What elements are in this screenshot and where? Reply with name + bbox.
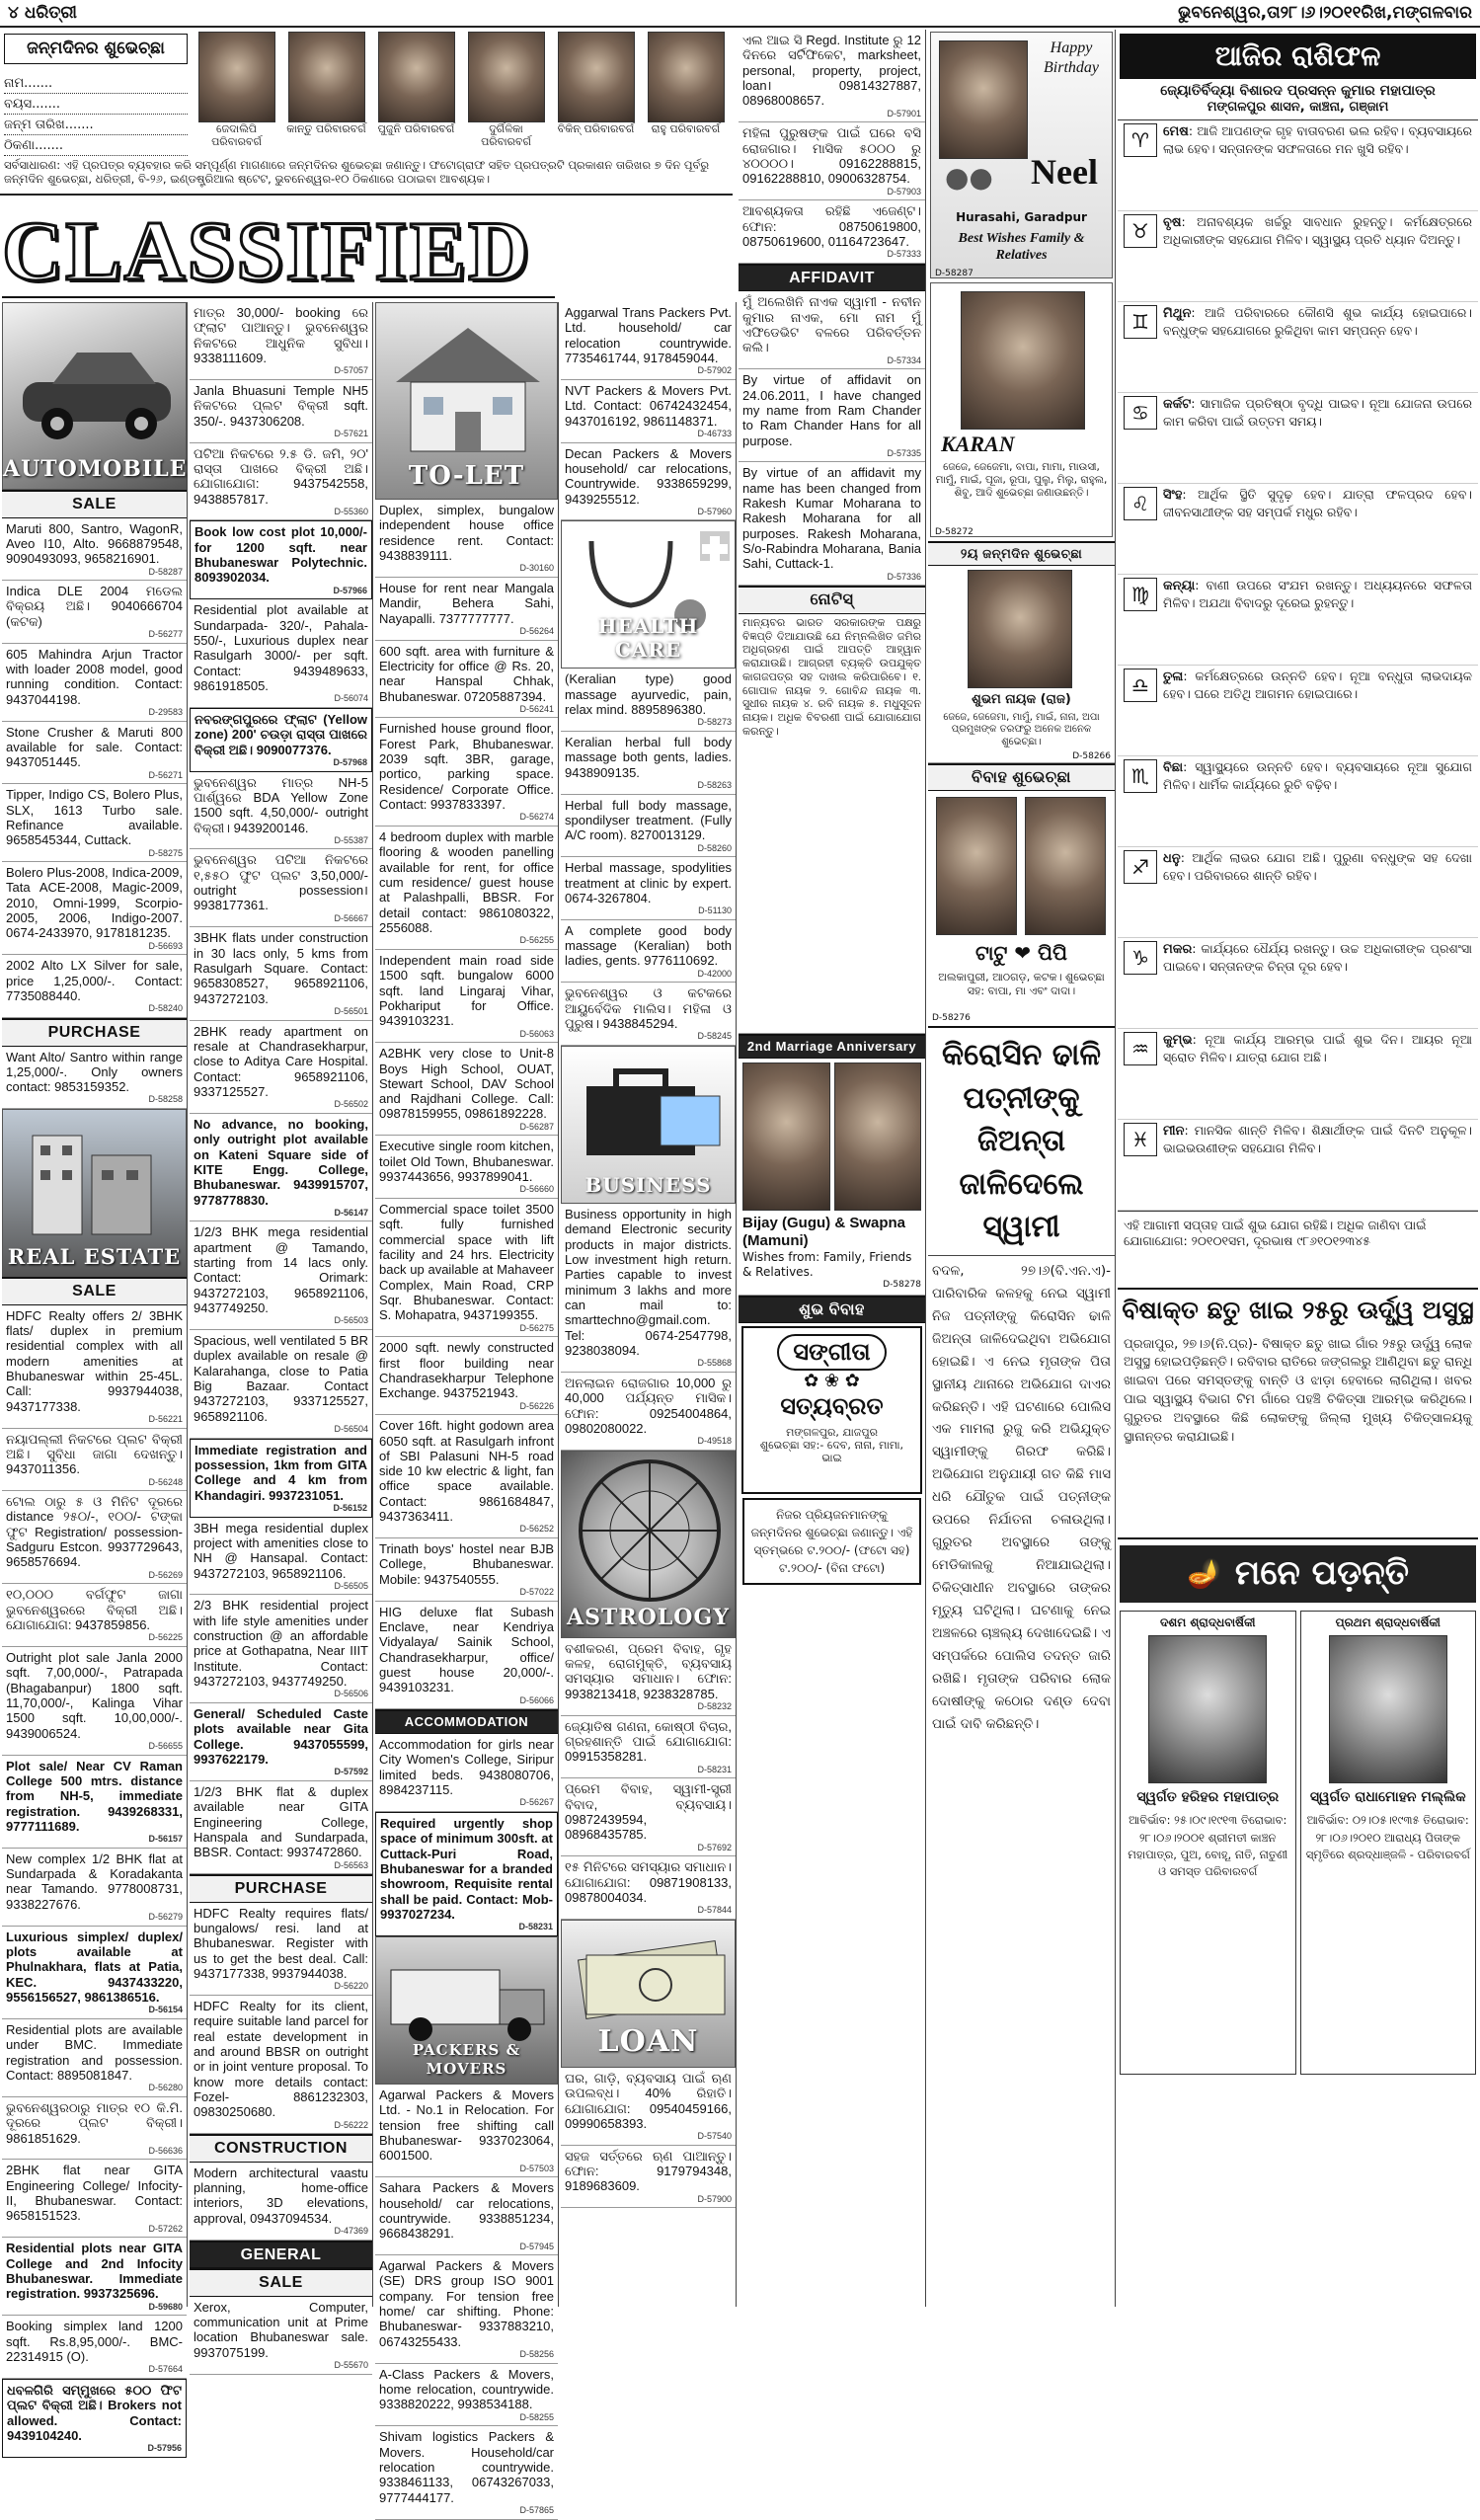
affidavit-ad: ମୁଁ ଅଲେଖିନି ନାଏକ ସ୍ୱାମୀ - ନବୀନ କୁମାର ନାଏକ, ମୋ ନାମ ମୁଁ ଏଫିଡେଭିଟ ବଳରେ ପରିବର୍ତ୍ତନ କଲି। D-57334 xyxy=(739,291,925,369)
couple-text: ଅଲକାପୁରୀ, ଆଠଗଡ଼, କଟକ। ଶୁଭେଚ୍ଛା ସହ: ବାପା, ମା ଏବଂ ଦାଦା। xyxy=(938,971,1105,998)
tolet-ad: Duplex, simplex, bungalow independent house office residence rent. Contact: 9438839111. D-30160 xyxy=(375,500,558,578)
column-automobile-realestate xyxy=(2,302,188,2454)
realestate-ad: Booking simplex land 1200 sqft. Rs.8,95,000/-. BMC-22314915 (O). D-57664 xyxy=(2,2316,187,2379)
bride-name: ସଙ୍ଗୀତା xyxy=(777,1334,886,1371)
rashi-sign-entry: ♏ ବିଛା: ସ୍ୱାସ୍ଥ୍ୟରେ ଉନ୍ନତି ହେବ। ବ୍ୟବସାୟରେ ନୂଆ ସୁଯୋଗ ମିଳିବ। ଧାର୍ମିକ କାର୍ଯ୍ୟରେ ରୁଚି ବଢ଼ିବ। xyxy=(1118,756,1478,847)
zodiac-icon: ♓ xyxy=(1124,1123,1157,1156)
tolet-ad: Trinath boys' hostel near BJB College, Bhubaneswar. Mobile: 9437540555. D-57022 xyxy=(375,1538,558,1602)
realestate-ad: ଧବଳଗିରି ସମ୍ମୁଖରେ ୫୦୦ ଫିଟ ପ୍ଲଟ ବିକ୍ରୀ ଅଛି। Brokers not allowed. Contact: 9439104240. D-57956 xyxy=(2,2379,187,2458)
purchase-ad: HDFC Realty for its client, require suitable land parcel for real estate development in and around BBSR on outright or in joint venture proposal. To know more details contact: Fozel- 8861232303, 09830250680. D-56222 xyxy=(190,1996,372,2134)
zodiac-icon: ♎ xyxy=(1124,669,1157,702)
column-tolet xyxy=(375,302,559,2515)
child-caption: କାନ୍ତୁ ପରିବାରବର୍ଗ xyxy=(286,122,366,135)
tolet-ad: Cover 16ft. hight godown area 6050 sqft. at Rasulgarh infront of SBI Palasuni NH-5 road side 10 kw electric & light, fan office space available. Contact: 9861684847, 9437363411. D-56252 xyxy=(375,1415,558,1538)
child-photo xyxy=(288,32,365,122)
accommodation-heading: ACCOMMODATION xyxy=(375,1709,558,1734)
page-header xyxy=(0,0,1480,28)
astrology-ad: ବଶୀକରଣ, ପ୍ରେମ ବିବାହ, ଗୃହ କଳହ, ରୋଗମୁକ୍ତି, ବ୍ୟବସାୟ ସମସ୍ୟାର ସମାଧାନ। ଫୋନ: 9938213418, 9238328785. D-58232 xyxy=(561,1638,736,1716)
rashi-sign-entry: ♉ ବୃଷ: ଅନାବଶ୍ୟକ ଖର୍ଚ୍ଚରୁ ସାବଧାନ ରୁହନ୍ତୁ। କର୍ମକ୍ଷେତ୍ରରେ ଅଧିକାରୀଙ୍କ ସହଯୋଗ ମିଳିବ। ସ୍ୱାସ୍ଥ୍ୟ ପ୍ରତି ଧ୍ୟାନ ଦିଅନ୍ତୁ। xyxy=(1118,211,1478,302)
health-ad: Herbal massage, spodylities treatment at clinic by expert. 0674-3267804. D-51130 xyxy=(561,857,736,920)
karan-photo xyxy=(961,291,1085,430)
birthday-child xyxy=(285,32,368,160)
general-sale-ad: Xerox, Computer, communication unit at Prime location Bhubaneswar sale. 9937075199. D-55670 xyxy=(190,2297,372,2375)
neel-name: Neel xyxy=(1031,152,1098,192)
packers-ad: Agarwal Packers & Movers Ltd. - No.1 in Relocation. For tension free shifting call Bhubaneswar- 9337023064, 6001500. D-57503 xyxy=(375,2085,558,2177)
shubham-text: ଜେଜେ, ଜେଜେମା, ମାମୁଁ, ମାଇଁ, ନାନା, ଅପା ପ୍ରମୁଖଙ୍କ ତରଫରୁ ଅନେକ ଅନେକ ଶୁଭେଚ୍ଛା। xyxy=(943,711,1100,748)
lamp-icon: 🪔 xyxy=(1187,1556,1221,1590)
auto-sale-ad: 605 Mahindra Arjun Tractor with loader 2008 model, good running condition. Contact: 9437044198. D-29583 xyxy=(2,644,187,722)
astrology-ad: ଜ୍ୟୋତିଷ ଗଣନା, କୋଷ୍ଠୀ ବିଚାର, ଗ୍ରହଶାନ୍ତି ପାଇଁ ଯୋଗାଯୋଗ: 09915358281. D-58231 xyxy=(561,1716,736,1779)
building-icon xyxy=(3,1116,189,1244)
tolet-ad: 4 bedroom duplex with marble flooring & wooden panelling available for rent, for office cum residence/ guest house at Palashpalli, BBSR. For detail contact: 9861080322, 2556088. D-56255 xyxy=(375,827,558,950)
property-ad: ମାତ୍ର 30,000/- booking ରେ ଫ୍ଲାଟ ପାଆନ୍ତୁ। ଭୁବନେଶ୍ୱର ନିକଟରେ ଆଧୁନିକ ସୁବିଧା। 9338111609. D-57057 xyxy=(190,302,372,380)
realestate-ad: 2BHK flat near GITA Engineering College/ Infocity-II, Bhubaneswar. Contact: 9658151523. D-57262 xyxy=(2,2160,187,2238)
rashi-sign-entry: ♈ ମେଷ: ଆଜି ଆପଣଙ୍କ ଗୃହ ବାତାବରଣ ଭଲ ରହିବ। ବ୍ୟବସାୟରେ ଲାଭ ହେବ। ସନ୍ତାନଙ୍କ ସଫଳତାରେ ମନ ଖୁସି ରହିବ। xyxy=(1118,120,1478,211)
business-banner: BUSINESS xyxy=(561,1046,736,1204)
loan-banner: LOAN xyxy=(561,1920,736,2068)
property-ad: ଭୁବନେଶ୍ୱର ପଟିଆ ନିକଟରେ ୧,୫୫୦ ଫୁଟ ପ୍ଲଟ 3,50,000/- outright possession। 9938177361. D-56667 xyxy=(190,849,372,927)
property-ad: No advance, no booking, only outright plot available on Kateni Square side of KITE Engg. College, Bhubaneswar. 9439915707, 9778778830. D-56147 xyxy=(190,1114,372,1222)
mushroom-news-headline: ବିଷାକ୍ତ ଛତୁ ଖାଇ ୨୫ରୁ ଊର୍ଦ୍ଧ୍ୱ ଅସୁସ୍ଥ xyxy=(1122,1296,1474,1325)
marriage-wishes-heading: ବିବାହ ଶୁଭେଚ୍ଛା xyxy=(928,763,1115,792)
rashi-sign-entry: ♊ ମିଥୁନ: ଆଜି ପରିବାରରେ କୌଣସି ଶୁଭ କାର୍ଯ୍ୟ ହୋଇପାରେ। ବନ୍ଧୁଙ୍କ ସହଯୋଗରେ ରୁକିଥିବା କାମ ସମ୍ପନ୍ନ ହେବ। xyxy=(1118,302,1478,393)
loan-ad: ସହଜ ସର୍ତ୍ତରେ ଋଣ ପାଆନ୍ତୁ। ଫୋନ: 9179794348, 9189683609. D-57900 xyxy=(561,2146,736,2209)
mane-padanti-banner: 🪔 ମନେ ପଡ଼ନ୍ତି xyxy=(1120,1545,1476,1603)
neel-place: Hurasahi, Garadpur xyxy=(956,210,1087,224)
auto-sale-ad: Bolero Plus-2008, Indica-2009, Tata ACE-2008, Magic-2009, 2010, Omni-1999, Scorpio-2005, 2006, Indigo-2007. 0674-2433970, 9178181235. D-56693 xyxy=(2,862,187,955)
tatu-pipi-ad: ଟାଟୁ ❤ ପିପି ଅଲକାପୁରୀ, ଆଠଗଡ଼, କଟକ। ଶୁଭେଚ୍ଛା ସହ: ବାପା, ମା ଏବଂ ଦାଦା। D-58276 xyxy=(928,791,1115,1028)
zodiac-icon: ♊ xyxy=(1124,305,1157,339)
realestate-ad: Outright plot sale Janla 2000 sqft. 7,00,000/-, Patrapada (Bhagabanpur) 1800 sqft. 11,70,000/-, Kalinga Vihar 1500 sqft. 10,00,000/-. 9439006524. D-56655 xyxy=(2,1647,187,1756)
groom2-photo xyxy=(936,797,1017,935)
tolet-ad: A2BHK very close to Unit-8 Boys High School, OUAT, Stewart School, DAV School and Rajdhani College. Call: 09878159955, 09861892228. D-56287 xyxy=(375,1043,558,1136)
shubham-photo xyxy=(968,570,1072,688)
auto-purchase-ad: Want Alto/ Santro within range 1,25,000/-. Only owners contact: 9853159352. D-58258 xyxy=(2,1047,187,1110)
zodiac-wheel-icon xyxy=(562,1452,738,1610)
birthday-child xyxy=(375,32,458,160)
property-ad: 2/3 BHK residential project with life style amenities under construction @ an affordable price at Gothapatna, Near IIIT Institute. Contact: 9437272103, 9437749250. D-56506 xyxy=(190,1595,372,1703)
packers-ad: A-Class Packers & Movers, home relocation, countrywide. 9338820222, 9938534188. D-58255 xyxy=(375,2364,558,2427)
auto-sale-ad: Stone Crusher & Maruti 800 available for sale. Contact: 9437051445. D-56271 xyxy=(2,722,187,785)
karan-name: KARAN xyxy=(941,432,1015,456)
real-estate-banner: REAL ESTATE xyxy=(2,1109,187,1277)
birthday-child xyxy=(645,32,728,160)
misc-ad: ଆବଶ୍ୟକତା ରହିଛି ଏଜେଣ୍ଟ। ଫୋନ: 08750619800, 08750619600, 01164723647. D-57333 xyxy=(739,200,925,264)
affidavit-ad: By virtue of an affidavit my name has been changed from Rakesh Kumar Moharana to Rakesh Moharana for all purposes. Rakesh Moharana, S/o-Rabindra Moharana, Bania Sahi, Cuttack-1. D-57336 xyxy=(739,462,925,586)
shubham-birthday-ad: ଶୁଭମ ନାୟକ (ରାଜ) ଜେଜେ, ଜେଜେମା, ମାମୁଁ, ମାଇଁ, ନାନା, ଅପା ପ୍ରମୁଖଙ୍କ ତରଫରୁ ଅନେକ ଅନେକ ଶୁଭେଚ୍ଛା। D-58266 xyxy=(928,566,1115,763)
realestate-ad: Luxurious simplex/ duplex/ plots available at Phulnakhara, flats at Patia, KEC. 9437433220, 9556156527, 9861386516. D-56154 xyxy=(2,1927,187,2019)
property-ad: Immediate registration and possession, 1km from GITA College and 4 km from Khandagiri. 9937231051. D-56152 xyxy=(190,1439,372,1518)
realestate-ad: ଟୋଲ ଠାରୁ ୫ ଓ ମିନିଟ ଦୂରରେ distance ୨୫୦/-, ୧୦୦/- ଟଙ୍କା ଫୁଟ Registration/ possession- Sadguru Estcon. 9937729643, 9658576694. D-56269 xyxy=(2,1491,187,1584)
realestate-sale-heading: SALE xyxy=(2,1277,187,1305)
affidavit-ad: By virtue of affidavit on 24.06.2011, I have changed my name from Ram Chander to Ram Chander Hans for all purpose. D-57335 xyxy=(739,369,925,462)
groom-photo xyxy=(742,1063,830,1211)
anniversary-heading: 2nd Marriage Anniversary xyxy=(739,1034,925,1059)
health-ad: ଭୁବନେଶ୍ୱର ଓ କଟକରେ ଆୟୁର୍ବେଦିକ ମାଲିସ। ମହିଳା ଓ ପୁରୁଷ। 9438845294. D-58245 xyxy=(561,983,736,1046)
happy-birthday-text: Happy Birthday xyxy=(1044,39,1099,76)
money-icon xyxy=(562,1921,738,2029)
rashi-sign-entry: ♋ କର୍କଟ: ସାମାଜିକ ପ୍ରତିଷ୍ଠା ବୃଦ୍ଧି ପାଇବ। ନୂଆ ଯୋଜନା ଉପରେ କାମ କରିବା ପାଇଁ ଉତ୍ତମ ସମୟ। xyxy=(1118,393,1478,484)
child-photo xyxy=(468,32,545,122)
rashi-sign-entry: ♑ ମକର: କାର୍ଯ୍ୟରେ ଧୈର୍ଯ୍ୟ ରଖନ୍ତୁ। ଉଚ୍ଚ ଅଧିକାରୀଙ୍କ ପ୍ରଶଂସା ପାଇବେ। ସନ୍ତାନଙ୍କ ଚିନ୍ତା ଦୂର ହେବ। xyxy=(1118,938,1478,1029)
mushroom-news-body: ପ୍ରଜାପୁର, ୨୭।୬(ନି.ପ୍ର)- ବିଷାକ୍ତ ଛତୁ ଖାଇ ଗାଁର ୨୫ରୁ ଊର୍ଦ୍ଧ୍ୱ ଲୋକ ଅସୁସ୍ଥ ହୋଇପଡ଼ିଛନ୍ତି। ରବିବାର ରାତିରେ ଜଙ୍ଗଲରୁ ଆଣିଥିବା ଛତୁ ରାନ୍ଧି ଖାଇବା ପରେ ସମସ୍ତଙ୍କୁ ବାନ୍ତି ଓ ଝାଡ଼ା ହେବାରେ ଲାଗିଥିଲା। ଖବର ପାଇ ସ୍ୱାସ୍ଥ୍ୟ ବିଭାଗ ଟିମ ଗାଁରେ ପହଞ୍ଚି ଚିକିତ୍ସା ଆରମ୍ଭ କରିଥିଲେ। ଗୁରୁତର ଅବସ୍ଥାରେ କିଛି ଲୋକଙ୍କୁ ଜିଲ୍ଲା ମୁଖ୍ୟ ଚିକିତ୍ସାଳୟକୁ ସ୍ଥାନାନ୍ତର କରାଯାଇଛି। xyxy=(1118,1332,1478,1539)
property-ad: Book low cost plot 10,000/- for 1200 sqft. near Bhubaneswar Polytechnic. 8093902034. D-57966 xyxy=(190,520,372,599)
anniversary-names: Bijay (Gugu) & Swapna (Mamuni) xyxy=(742,1214,906,1250)
business-ad: Business opportunity in high demand Electronic security products in major districts. Low investment high return. Parties capable to invest minimum 3 lakhs and more can mail to: smarttechno@gmail.com. Tel: 0674-2547798, 9238038094. D-55868 xyxy=(561,1204,736,1373)
neel-wishes: Best Wishes Family & Relatives xyxy=(958,231,1085,264)
tolet-ad: 2000 sqft. newly constructed first floor building near Chandrasekharpur Telephone Exchange. 9437521943. D-56226 xyxy=(375,1337,558,1415)
purchase-heading: PURCHASE xyxy=(190,1874,372,1903)
briefcase-icon xyxy=(562,1047,738,1165)
notice-body: ମାନ୍ୟବର ଭାରତ ସରକାରଙ୍କ ପକ୍ଷରୁ ବିଜ୍ଞପ୍ତି ଦିଆଯାଉଛି ଯେ ନିମ୍ନଲିଖିତ ଜମିର ଅଧିଗ୍ରହଣ ପାଇଁ ଆପତ୍ତି ଆହ୍ୱାନ କରାଯାଉଛି। ଆଗ୍ରହୀ ବ୍ୟକ୍ତି ଉପଯୁକ୍ତ କାଗଜପତ୍ର ସହ ଦାଖଲ କରିପାରିବେ। ୧. ଗୋପାଳ ନାୟକ ୨. ଗୋବିନ୍ଦ ନାୟକ ୩. ସୁଧୀର ନାୟକ ୪. ରବି ନାୟକ ୫. ମଧୁସୂଦନ ନାୟକ। ଅଧିକ ବିବରଣୀ ପାଇଁ ଯୋଗାଯୋଗ କରନ୍ତୁ। xyxy=(739,614,925,1034)
child-photo xyxy=(198,32,275,122)
accommodation-ad: Required urgently shop space of minimum 300sft. at Cuttack-Puri Road, Bhubaneswar for a branded showroom, Requisite rental shall be paid. Contact: Mob-9937027234. D-58231 xyxy=(375,1812,558,1936)
child-caption: ପୁଜୁନି ପରିବାରବର୍ଗ xyxy=(377,122,455,135)
page-number: ୪ ଧରିତ୍ରୀ xyxy=(8,2,77,23)
child-caption: ଦୁର୍ଗିଳିକା ପରିବାରବର୍ଗ xyxy=(481,122,531,149)
property-ad: 3BHK flats under construction in 30 lacs only, 5 kms from Rasulgarh Square. Contact: 9658308527, 9658921106, 9437272103. D-56501 xyxy=(190,927,372,1020)
neel-photo xyxy=(939,40,1028,159)
packers-movers-ad: Decan Packers & Movers household/ car relocations, Countrywide. 9338659299, 9439255512. D-57960 xyxy=(561,443,736,521)
notice-heading: ନୋଟିସ୍ xyxy=(739,586,925,614)
karan-text: ଜେଜେ, ଜେଜେମା, ବାପା, ମାମା, ମାଉସୀ, ମାମୁଁ, ମାଇଁ, ପୂଜା, ରୂପା, ପୁଲୁ, ମିଲୁ, ରାହୁଲ, ଶିବୁ, ଆଦି ଶୁଭେଚ୍ଛା ଜଣାଉଛନ୍ତି। xyxy=(935,461,1108,500)
couple-names: ଟାଟୁ ❤ ପିପି xyxy=(975,941,1067,966)
classified-logo: CLASSIFIED xyxy=(2,203,555,298)
property-ad: ଭୁବନେଶ୍ୱର ମାତ୍ର NH-5 ପାର୍ଶ୍ୱରେ BDA Yellow Zone 1500 sqft. 4,50,000/- outright ବିକ୍ରୀ। 9439200146. D-55387 xyxy=(190,772,372,850)
accommodation-ad: Accommodation for girls near City Women's College, Siripur limited beds. 9438080706, 8984237115. D-56267 xyxy=(375,1734,558,1812)
auto-sale-ad: 2002 Alto LX Silver for sale, price 1,25,000/-. Contact: 7735088440. D-58240 xyxy=(2,955,187,1018)
birthday-title: ଜନ୍ମଦିନର ଶୁଭେଚ୍ଛା xyxy=(4,34,188,64)
health-care-banner: HEALTH CARE xyxy=(561,520,736,669)
balloons-icon: ●● xyxy=(945,161,993,194)
birthday-form-field: ଜନ୍ମ ତାରିଖ....... xyxy=(4,115,188,135)
zodiac-icon: ♉ xyxy=(1124,214,1157,248)
health-ad: (Keralian type) good massage ayurvedic, pain, relax mind. 8895896380. D-58273 xyxy=(561,669,736,732)
purchase-ad: HDFC Realty requires flats/ bungalows/ resi. land at Bhubaneswar. Register with us to get the best deal. Call: 9437177338, 9937944038. D-56220 xyxy=(190,1903,372,1996)
astrology-ad: ୧୫ ମିନିଟରେ ସମସ୍ୟାର ସମାଧାନ। ଯୋଗାଯୋଗ: 09871908133, 09878004034. D-57844 xyxy=(561,1856,736,1920)
rashi-sign-entry: ♒ କୁମ୍ଭ: ନୂଆ କାର୍ଯ୍ୟ ଆରମ୍ଭ ପାଇଁ ଶୁଭ ଦିନ। ଆୟର ନୂଆ ସ୍ରୋତ ମିଳିବ। ଯାତ୍ରା ଯୋଗ ଅଛି। xyxy=(1118,1029,1478,1120)
shubha-bibaha-heading: ଶୁଭ ବିବାହ xyxy=(739,1296,925,1324)
property-ad: Janla Bhuasuni Temple NH5 ନିକଟରେ ପ୍ଲଟ ବିକ୍ରୀ sqft. 350/-. 9437306208. D-57621 xyxy=(190,380,372,443)
anniversary-ad: Bijay (Gugu) & Swapna (Mamuni) Wishes from: Family, Friends & Relatives. D-58278 xyxy=(739,1059,925,1296)
child-caption: ରାହୁ ପରିବାରବର୍ଗ xyxy=(651,122,721,135)
realestate-ad: Residential plots near GITA College and 2nd Infocity Bhubaneswar. Immediate registration. 9937325696. D-59680 xyxy=(2,2238,187,2316)
kerosene-news-body: ବଦଳ, ୨୭।୬(ବି.ଏନ.ଏ)- ପାରିବାରିକ କଳହକୁ ନେଇ ସ୍ୱାମୀ ନିଜ ପତ୍ନୀଙ୍କୁ କିରୋସିନ ଢାଳି ଜିଅନ୍ତା ଜାଳିଦେଇଥିବା ଅଭିଯୋଗ ହୋଇଛି। ଏ ନେଇ ମୃତାଙ୍କ ପିତା ସ୍ଥାନୀୟ ଥାନାରେ ଅଭିଯୋଗ ଦାଏର କରିଛନ୍ତି। ଏହି ଘଟଣାରେ ପୋଲିସ ଏକ ମାମଲା ରୁଜୁ କରି ଅଭିଯୁକ୍ତ ସ୍ୱାମୀଙ୍କୁ ଗିରଫ କରିଛି। ଅଭିଯୋଗ ଅନୁଯାୟୀ ଗତ କିଛି ମାସ ଧରି ଯୌତୁକ ପାଇଁ ପତ୍ନୀଙ୍କ ଉପରେ ନିର୍ଯାତନା ଚଳାଉଥିଲା। ଗୁରୁତର ଅବସ୍ଥାରେ ତାଙ୍କୁ ମେଡିକାଲକୁ ନିଆଯାଇଥିଲା। ଚିକିତ୍ସାଧୀନ ଅବସ୍ଥାରେ ତାଙ୍କର ମୃତ୍ୟୁ ଘଟିଥିଲା। ଘଟଣାକୁ ନେଇ ଅଞ୍ଚଳରେ ଚାଞ୍ଚଲ୍ୟ ଦେଖାଦେଇଛି। ଏ ସମ୍ପର୍କରେ ପୋଲିସ ତଦନ୍ତ ଜାରି ରଖିଛି। ମୃତାଙ୍କ ପରିବାର ଲୋକ ଦୋଷୀଙ୍କୁ କଠୋର ଦଣ୍ଡ ଦେବା ପାଇଁ ଦାବି କରିଛନ୍ତି। xyxy=(932,1262,1111,1732)
rashi-sign-entry: ♎ ତୁଳା: କର୍ମକ୍ଷେତ୍ରରେ ଉନ୍ନତି ହେବ। ନୂଆ ବନ୍ଧୁତା ଲାଭଦାୟକ ହେବ। ଘରେ ଅତିଥି ଆଗମନ ହୋଇପାରେ। xyxy=(1118,666,1478,756)
groom-name: ସତ୍ୟବ୍ରତ xyxy=(780,1392,884,1421)
health-ad: Keralian herbal full body massage both gents, ladies. 9438909135. D-58263 xyxy=(561,732,736,795)
bride2-photo xyxy=(1025,797,1106,935)
birthday-rates-box: ନିଜର ପ୍ରିୟଜନମାନଙ୍କୁ ଜନ୍ମଦିନର ଶୁଭେଚ୍ଛା ଜଣାନ୍ତୁ। ଏହି ସ୍ତମ୍ଭରେ ଟ.୨୦୦/- (ଫଟୋ ସହ) ଟ.୨୦୦/- (ବିନା ଫଟୋ) xyxy=(742,1498,921,1585)
column-rashifal xyxy=(1118,30,1478,2307)
tolet-ad: Independent main road side 1500 sqft. bungalow 6000 sqft. land Lingaraj Vihar, Pokhariput for Office. 9439103231. D-56063 xyxy=(375,950,558,1043)
bride-photo xyxy=(834,1063,922,1211)
automobile-banner: AUTOMOBILE xyxy=(2,302,187,490)
general-sale-heading: SALE xyxy=(190,2268,372,2297)
neel-birthday-ad: Happy Birthday ●● Neel Hurasahi, Garadpur Best Wishes Family & Relatives D-58287 xyxy=(930,32,1113,278)
second-birthday-heading: ୨ୟ ଜନ୍ମଦିନ ଶୁଭେଚ୍ଛା xyxy=(928,541,1115,566)
birthday-form-field: ଠିକଣା....... xyxy=(4,135,188,156)
realestate-ad: ଭୁବନେଶ୍ୱରଠାରୁ ମାତ୍ର ୧୦ କି.ମି. ଦୂରରେ ପ୍ଲଟ ବିକ୍ରୀ। 9861851629. D-56636 xyxy=(2,2097,187,2161)
memorial-ad: ପ୍ରଥମ ଶ୍ରାଦ୍ଧବାର୍ଷିକୀ ସ୍ୱର୍ଗତ ରାଧାମୋହନ ମଲ୍ଲିକ ଆବିର୍ଭାବ: ୦୨।୦୫।୧୯୩୫ ତିରୋଭାବ: ୨୮।୦୬।୨୦୧୦ ଆରାଧ୍ୟ ପିତାଙ୍କ ସ୍ମୃତିରେ ଶ୍ରଦ୍ଧାଞ୍ଜଳି - ପରିବାରବର୍ଗ xyxy=(1300,1611,1477,2075)
child-photo xyxy=(648,32,725,122)
memorial-photo xyxy=(1148,1635,1267,1783)
dateline: ଭୁବନେଶ୍ୱର,ତା୨୮।୬।୨୦୧୧ରିଖ,ମଙ୍ଗଳବାର xyxy=(1178,2,1472,23)
car-icon xyxy=(3,313,189,461)
wedding-place: ମଙ୍ଗଳପୁର, ଯାଜପୁର xyxy=(786,1425,878,1439)
realestate-ad: ନୟାପଲ୍ଲୀ ନିକଟରେ ପ୍ଲଟ ବିକ୍ରୀ ଅଛି। ସୁବିଧା ଜାଗା ଦେଖନ୍ତୁ। 9437011356. D-56248 xyxy=(2,1429,187,1492)
birthday-form-field: ନାମ....... xyxy=(4,73,188,94)
birthday-child xyxy=(195,32,278,160)
child-photo xyxy=(378,32,455,122)
property-ad: ନବରଙ୍ଗପୁରରେ ଫ୍ଲାଟ (Yellow zone) 200' ଚଉଡ଼ା ରାସ୍ତା ପାଖରେ ବିକ୍ରୀ ଅଛି। 9090077376. D-57968 xyxy=(190,708,372,772)
auto-sale-ad: Indica DLE 2004 ମଡେଲ ବିକ୍ରୟ ଅଛି। 9040666704 (କଟକ) D-56277 xyxy=(2,581,187,644)
affidavit-heading: AFFIDAVIT xyxy=(739,264,925,292)
construction-ad: Modern architectural vaastu planning, home-office interiors, 3D elevations, approval, 09437094534. D-47369 xyxy=(190,2163,372,2241)
zodiac-icon: ♍ xyxy=(1124,578,1157,611)
astrologer-name: ଜ୍ୟୋତିର୍ବିଦ୍ୟା ବିଶାରଦ ପ୍ରସନ୍ନ କୁମାର ମହାପାତ୍ର xyxy=(1160,83,1436,100)
loan-ad: ଘର, ଗାଡ଼ି, ବ୍ୟବସାୟ ପାଇଁ ଋଣ ଉପଲବ୍ଧ। 40% ରିହାତି। ଯୋଗାଯୋଗ: 09540459166, 09990658393. D-57540 xyxy=(561,2068,736,2146)
tolet-ad: House for rent near Mangala Mandir, Behera Sahi, Nayapalli. 7377777777. D-56264 xyxy=(375,578,558,641)
construction-heading: CONSTRUCTION xyxy=(190,2134,372,2163)
auto-sale-ad: Maruti 800, Santro, WagonR, Aveo I10, Alto. 9668879548, 9090493093, 9658216901. D-58287 xyxy=(2,518,187,582)
tolet-ad: Commercial space toilet 3500 sqft. fully furnished commercial space with lift facility and 24 hrs. Electricity back up available at Mahaveer Complex, Main Road, CRP Sqr. Bhubaneswar. Contact: S. Mohapatra, 9437199355. D-56275 xyxy=(375,1199,558,1337)
child-photo xyxy=(558,32,635,122)
kerosene-news-headline: କିରୋସିନ ଢାଳି ପତ୍ନୀଙ୍କୁ ଜିଅନ୍ତା ଜାଳିଦେଲେ ସ୍ୱାମୀ xyxy=(928,1028,1115,1256)
property-ad: 1/2/3 BHK flat & duplex available near GITA Engineering College, Hanspala and Sundarpada, BBSR. Contact: 9937472860. D-56563 xyxy=(190,1781,372,1874)
realestate-ad: Residential plots are available under BMC. Immediate registration and possession. Contact: 8895081847. D-56280 xyxy=(2,2019,187,2097)
tolet-ad: Furnished house ground floor, Forest Park, Bhubaneswar. 2039 sqft. 3BR, garage, portico, parking space. Residence/ Corporate Office. Contact: 9937833397. D-56274 xyxy=(375,718,558,827)
rashifal-title: ଆଜିର ରାଶିଫଳ xyxy=(1120,34,1476,79)
shubham-name: ଶୁଭମ ନାୟକ (ରାଜ) xyxy=(972,691,1071,707)
anniversary-wishes: Wishes from: Family, Friends & Relatives. xyxy=(742,1250,912,1279)
birthday-form-strip xyxy=(0,30,733,196)
tolet-ad: 600 sqft. area with furniture & Electricity for office @ Rs. 20, near Hanspal Chhak, Bhubaneswar. 07205887394. D-56241 xyxy=(375,641,558,719)
karan-birthday-ad: KARAN ଜେଜେ, ଜେଜେମା, ବାପା, ମାମା, ମାଉସୀ, ମାମୁଁ, ମାଇଁ, ପୂଜା, ରୂପା, ପୁଲୁ, ମିଲୁ, ରାହୁଲ, ଶିବୁ, ଆଦି ଶୁଭେଚ୍ଛା ଜଣାଉଛନ୍ତି। D-58272 xyxy=(930,282,1113,537)
property-ad: 3BH mega residential duplex project with amenities close to NH @ Hansapal. Contact: 9437272103, 9658921106. D-56505 xyxy=(190,1518,372,1596)
packers-banner: PACKERS & MOVERS xyxy=(375,1936,558,2085)
zodiac-icon: ♒ xyxy=(1124,1032,1157,1065)
property-ad: General/ Scheduled Caste plots available near Gita College. 9437055599, 9937622179. D-57592 xyxy=(190,1703,372,1781)
misc-ad: ଏଲ ଆଇ ସି Regd. Institute ରୁ 12 ଦିନରେ ସର୍ଟିଫିକେଟ, marksheet, personal, property, project, loan। 09814327887, 08968008657. D-57901 xyxy=(739,30,925,122)
rashi-sign-entry: ♌ ସିଂହ: ଆର୍ଥିକ ସ୍ଥିତି ସୁଦୃଢ଼ ହେବ। ଯାତ୍ରା ଫଳପ୍ରଦ ହେବ। ଜୀବନସାଥୀଙ୍କ ସହ ସମ୍ପର୍କ ମଧୁର ରହିବ। xyxy=(1118,484,1478,575)
tolet-ad: Executive single room kitchen, toilet Old Town, Bhubaneswar. 9937443656, 9937899041. D-56660 xyxy=(375,1136,558,1199)
rashi-sign-entry: ♍ କନ୍ୟା: ବାଣୀ ଉପରେ ସଂଯମ ରଖନ୍ତୁ। ଅଧ୍ୟୟନରେ ସଫଳତା ମିଳିବ। ଅଯଥା ବିବାଦରୁ ଦୂରେଇ ରୁହନ୍ତୁ। xyxy=(1118,575,1478,666)
rashifal-footer: ଏହି ଆଗାମୀ ସପ୍ତାହ ପାଇଁ ଶୁଭ ଯୋଗ ରହିଛି। ଅଧିକ ଜାଣିବା ପାଇଁ ଯୋଗାଯୋଗ: ୨୦୧୦୧ସମ, ଦୂରଭାଷ ୯୮୬୧୦୧୨୩୪୫ xyxy=(1118,1211,1478,1290)
column-property xyxy=(190,302,373,2370)
birthday-note: ସର୍ବସାଧାରଣ: ଏହି ପ୍ରପତ୍ର ବ୍ୟବହାର କରି ସମ୍ପୂର୍ଣ୍ଣ ମାଗଣାରେ ଜନ୍ମଦିନର ଶୁଭେଚ୍ଛା ଜଣାନ୍ତୁ। ଫଟୋଗ୍ରାଫ ସହିତ ପ୍ରପତ୍ରଟି ପ୍ରକାଶନ ତାରିଖର ୭ ଦିନ ପୂର୍ବରୁ ଜନ୍ମଦିନ ଶୁଭେଚ୍ଛା, ଧରିତ୍ରୀ, ବି-୨୬, ଇଣ୍ଡଷ୍ଟ୍ରିଆଲ ଷ୍ଟେଟ, ଭୁବନେଶ୍ୱର-୧୦ ଠିକଣାରେ ପଠାଇବା ଆବଶ୍ୟକ। xyxy=(4,158,710,187)
truck-icon xyxy=(376,1945,560,2054)
rashi-sign-entry: ♓ ମୀନ: ମାନସିକ ଶାନ୍ତି ମିଳିବ। ଶିକ୍ଷାର୍ଥୀଙ୍କ ପାଇଁ ଦିନଟି ଅନୁକୂଳ। ଭାଇଭଉଣୀଙ୍କ ସହଯୋଗ ମିଳିବ। xyxy=(1118,1120,1478,1211)
realestate-ad: New complex 1/2 BHK flat at Sundarpada & Koradakanta near Tamando. 9778008731, 9338227676. D-56279 xyxy=(2,1849,187,1927)
zodiac-icon: ♐ xyxy=(1124,850,1157,884)
zodiac-icon: ♋ xyxy=(1124,396,1157,430)
auto-sale-heading: SALE xyxy=(2,490,187,518)
wedding-card-ad: ସଙ୍ଗୀତା ✿ ❀ ✿ ସତ୍ୟବ୍ରତ ମଙ୍ଗଳପୁର, ଯାଜପୁର ଶୁଭେଚ୍ଛା ସହ:- ଦେବ, ନାନା, ମାମା, ଭାଇ xyxy=(741,1326,922,1494)
astrologer-place: ମଙ୍ଗଳପୁର ଶାସନ, କାଞ୍ଚନା, ଗଞ୍ଜାମ xyxy=(1118,100,1478,120)
health-ad: Herbal full body massage, spondilyser treatment. (Fully A/C room). 8270013129. D-58260 xyxy=(561,795,736,858)
tolet-ad: HIG deluxe flat Subash Enclave, near Kendriya Vidyalaya/ Sainik School, Chandrasekharpur, office/ guest house 20,000/-. 9439103231. D-56066 xyxy=(375,1602,558,1710)
business-ad: ଅନଲାଇନ ରୋଜଗାର 10,000 ରୁ 40,000 ପର୍ଯ୍ୟନ୍ତ ମାସିକ। ଫୋନ: 09254004864, 09802080022. D-49518 xyxy=(561,1373,736,1451)
auto-sale-ad: Tipper, Indigo CS, Bolero Plus, SLX, 1613 Turbo sale. Refinance available. 9658545344, Cuttack. D-58275 xyxy=(2,784,187,862)
memorial-ad: ଦଶମ ଶ୍ରାଦ୍ଧବାର୍ଷିକୀ ସ୍ୱର୍ଗତ ହରିହର ମହାପାତ୍ର ଆବିର୍ଭାବ: ୨୫।୦୯।୧୯୧୩ ତିରୋଭାବ: ୨୮।୦୬।୨୦୦୧ ଶ୍ରୀମତୀ କାଞ୍ଚନ ମହାପାତ୍ର, ପୁଅ, ବୋହୂ, ନାତି, ନାତୁଣୀ ଓ ସମସ୍ତ ପରିବାରବର୍ଗ xyxy=(1120,1611,1296,2075)
property-ad: ପଟିଆ ନିକଟରେ ୨.୫ ଡି. ଜମି, ୨୦' ରାସ୍ତା ପାଖରେ ବିକ୍ରୀ ଅଛି। ଯୋଗାଯୋଗ: 9437542558, 9438857817. D-55360 xyxy=(190,443,372,521)
packers-ad: Agarwal Packers & Movers (SE) DRS group ISO 9001 company. For tension free home/ car shifting. Phone: Bhubaneswar- 9337883210, 06743255433. D-58256 xyxy=(375,2255,558,2364)
rashi-sign-entry: ♐ ଧନୁ: ଆର୍ଥିକ ଲାଭର ଯୋଗ ଅଛି। ପୁରୁଣା ବନ୍ଧୁଙ୍କ ସହ ଦେଖା ହେବ। ପରିବାରରେ ଶାନ୍ତି ରହିବ। xyxy=(1118,847,1478,938)
house-icon xyxy=(376,313,560,461)
packers-ad: Sahara Packers & Movers household/ car relocations, countrywide. 9338851234, 9668438291. D-57945 xyxy=(375,2177,558,2255)
packers-ad: Shivam logistics Packers & Movers. Household/car relocation countrywide. 9338461133, 06743267033, 9777444177. D-57865 xyxy=(375,2426,558,2519)
general-heading: GENERAL xyxy=(190,2241,372,2269)
property-ad: 1/2/3 BHK mega residential apartment @ Tamando, starting from 14 lacs only. Contact: Orimark: 9437272103, 9658921106, 9437749250. D-56503 xyxy=(190,1221,372,1330)
realestate-ad: Plot sale/ Near CV Raman College 500 mtrs. distance from NH-5, immediate registration. 9439268331, 9777111689. D-56157 xyxy=(2,1756,187,1849)
to-let-banner: TO-LET xyxy=(375,302,558,500)
column-health-business xyxy=(561,302,737,2307)
memorial-photo xyxy=(1329,1635,1447,1783)
zodiac-icon: ♏ xyxy=(1124,759,1157,793)
property-ad: Spacious, well ventilated 5 BR duplex available on resale @ Kalarahanga, close to Patia Big Bazaar. Contact 9437272103, 9337125527, 9658921106. D-56504 xyxy=(190,1330,372,1439)
zodiac-icon: ♑ xyxy=(1124,941,1157,975)
realestate-ad: HDFC Realty offers 2/ 3BHK flats/ duplex in premium residential complex with all modern amenities at Bhubaneswar within 25-45L. Call: 9937944038, 9437177338. D-56221 xyxy=(2,1305,187,1429)
birthday-child xyxy=(555,32,638,160)
astrology-banner: ASTROLOGY xyxy=(561,1451,736,1638)
wedding-from: ଶୁଭେଚ୍ଛା ସହ:- ଦେବ, ନାନା, ମାମା, ଭାଇ xyxy=(759,1438,904,1465)
column-affidavit-notice xyxy=(739,30,926,2307)
birthday-child xyxy=(465,32,548,160)
zodiac-icon: ♈ xyxy=(1124,123,1157,157)
health-ad: A complete good body massage (Keralian) both ladies, gents. 9776110692. D-42000 xyxy=(561,920,736,984)
packers-movers-ad: Aggarwal Trans Packers Pvt. Ltd. household/ car relocation countrywide. 7735461744, 9178459044. D-57902 xyxy=(561,302,736,380)
child-caption: ବିକିନ୍ ପରିବାରବର୍ଗ xyxy=(557,122,635,135)
child-caption: ଜେଦାଲିପି ପରିବାରବର୍ଗ xyxy=(211,122,262,149)
astrology-ad: ପ୍ରେମ ବିବାହ, ସ୍ୱାମୀ-ସ୍ତ୍ରୀ ବିବାଦ, ବ୍ୟବସାୟ। 09872439594, 08968435785. D-57692 xyxy=(561,1778,736,1856)
zodiac-icon: ♌ xyxy=(1124,487,1157,520)
misc-ad: ମହିଳା ପୁରୁଷଙ୍କ ପାଇଁ ଘରେ ବସି ରୋଜଗାର। ମାସିକ ୫୦୦୦ ରୁ ୪୦୦୦୦। 09162288815, 09162288810, 09006328754. D-57903 xyxy=(739,122,925,200)
column-greetings-news xyxy=(928,30,1116,2307)
birthday-form-field: ବୟସ....... xyxy=(4,94,188,115)
property-ad: 2BHK ready apartment on resale at Chandrasekharpur, close to Aditya Care Hospital. Contact: 9658921106, 9337125527. D-56502 xyxy=(190,1021,372,1114)
packers-movers-ad: NVT Packers & Movers Pvt. Ltd. Contact: 06742432454, 9437016192, 9861148371. D-46733 xyxy=(561,380,736,443)
auto-purchase-heading: PURCHASE xyxy=(2,1018,187,1047)
realestate-ad: ୧୦,୦୦୦ ବର୍ଗଫୁଟ ଜାଗା ଭୁବନେଶ୍ୱରରେ ବିକ୍ରୀ ଅଛି। ଯୋଗାଯୋଗ: 9437859856. D-56225 xyxy=(2,1584,187,1647)
property-ad: Residential plot available at Sundarpada- 320/-, Pahala- 550/-, Luxurious duplex near Rasulgarh 3000/- per sqft. Contact: 9439489633, 9861918505. D-56074 xyxy=(190,599,372,708)
